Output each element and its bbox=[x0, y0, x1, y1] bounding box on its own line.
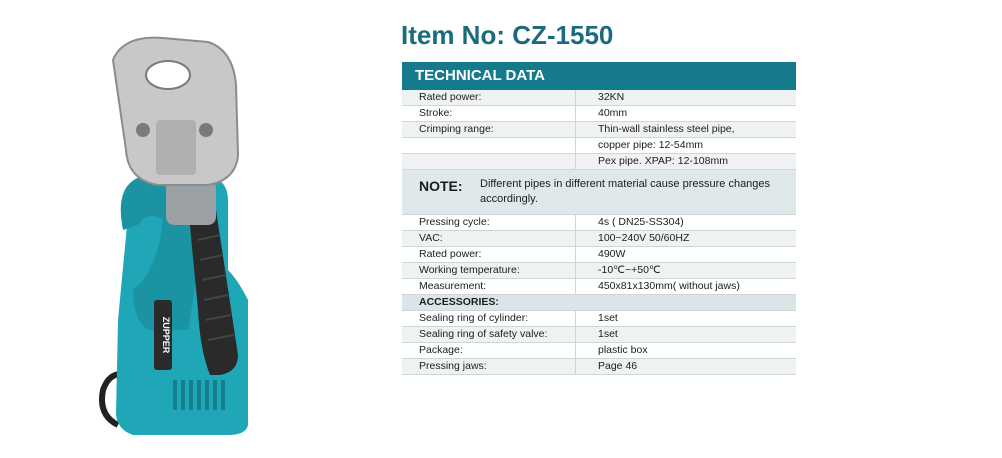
spec-table-bottom bbox=[402, 215, 796, 375]
table-row bbox=[402, 359, 796, 375]
note-label: NOTE: bbox=[419, 178, 463, 194]
table-row bbox=[402, 90, 796, 106]
spec-label bbox=[402, 138, 576, 154]
spec-value: 1set bbox=[576, 327, 797, 343]
spec-table-top bbox=[402, 90, 796, 170]
table-row bbox=[402, 343, 796, 359]
table-row bbox=[402, 138, 796, 154]
spec-value: -10℃~+50℃ bbox=[576, 263, 797, 279]
spec-value: 32KN bbox=[576, 90, 797, 106]
table-row bbox=[402, 263, 796, 279]
table-row bbox=[402, 231, 796, 247]
table-row bbox=[402, 122, 796, 138]
spec-value: 40mm bbox=[576, 106, 797, 122]
table-row bbox=[402, 154, 796, 170]
spec-value: Page 46 bbox=[576, 359, 797, 375]
spec-label: VAC: bbox=[402, 231, 576, 247]
spec-label: Working temperature: bbox=[402, 263, 576, 279]
spec-label: Pressing cycle: bbox=[402, 215, 576, 231]
spec-value: Pex pipe. XPAP: 12-108mm bbox=[576, 154, 797, 170]
product-image bbox=[88, 30, 298, 450]
spec-label: Rated power: bbox=[402, 247, 576, 263]
spec-value: 1set bbox=[576, 311, 797, 327]
note-box bbox=[402, 170, 796, 215]
spec-value: Thin-wall stainless steel pipe, bbox=[576, 122, 797, 138]
spec-value: 450x81x130mm( without jaws) bbox=[576, 279, 797, 295]
spec-value: 490W bbox=[576, 247, 797, 263]
spec-label: Measurement: bbox=[402, 279, 576, 295]
spec-label: Crimping range: bbox=[402, 122, 576, 138]
spec-label: Sealing ring of safety valve: bbox=[402, 327, 576, 343]
table-row bbox=[402, 106, 796, 122]
jaw-opening bbox=[146, 61, 190, 89]
table-row bbox=[402, 311, 796, 327]
accessories-heading: ACCESSORIES: bbox=[402, 295, 796, 311]
spec-label: Rated power: bbox=[402, 90, 576, 106]
table-row bbox=[402, 247, 796, 263]
spec-label bbox=[402, 154, 576, 170]
spec-value: 4s ( DN25-SS304) bbox=[576, 215, 797, 231]
technical-data-heading: TECHNICAL DATA bbox=[402, 62, 796, 90]
accessories-header-row bbox=[402, 295, 796, 311]
technical-data-table bbox=[402, 62, 796, 375]
table-row bbox=[402, 327, 796, 343]
spec-value: plastic box bbox=[576, 343, 797, 359]
table-row bbox=[402, 279, 796, 295]
spec-label: Package: bbox=[402, 343, 576, 359]
spec-value: 100~240V 50/60HZ bbox=[576, 231, 797, 247]
spec-label: Stroke: bbox=[402, 106, 576, 122]
note-text: Different pipes in different material cause pressure changes accordingly. bbox=[480, 178, 771, 205]
table-row bbox=[402, 215, 796, 231]
item-number-title: Item No: CZ-1550 bbox=[401, 20, 614, 50]
brand-label: ZUPPER bbox=[161, 316, 171, 354]
cylinder bbox=[166, 180, 216, 225]
spec-label: Pressing jaws: bbox=[402, 359, 576, 375]
spec-value: copper pipe: 12-54mm bbox=[576, 138, 797, 154]
spec-label: Sealing ring of cylinder: bbox=[402, 311, 576, 327]
